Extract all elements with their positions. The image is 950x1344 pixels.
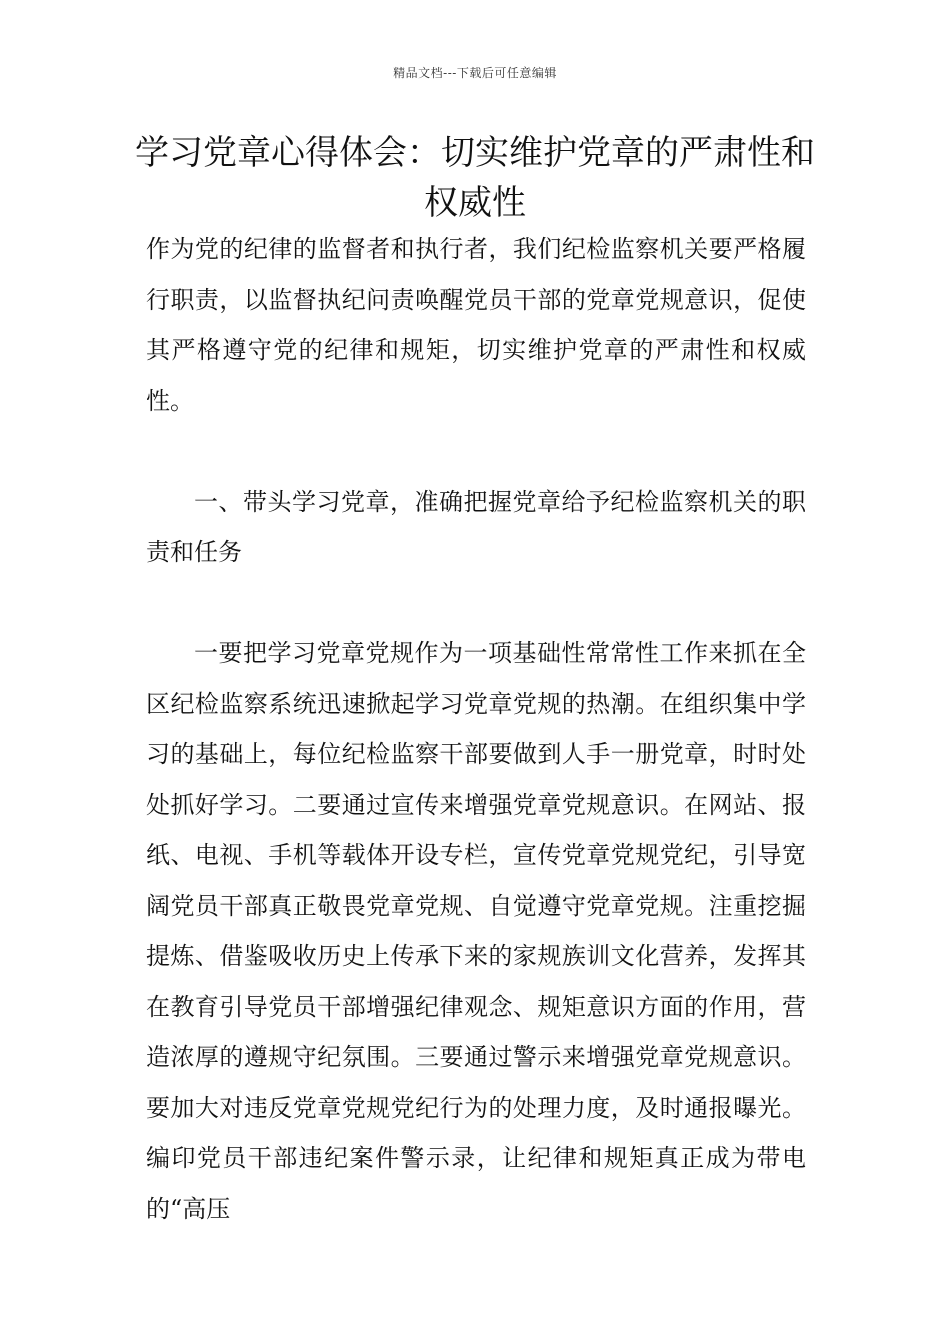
document-title: 学习党章心得体会：切实维护党章的严肃性和权威性: [135, 133, 815, 223]
section-1-heading: 一、带头学习党章，准确把握党章给予纪检监察机关的职责和任务: [146, 487, 806, 566]
intro-paragraph: 作为党的纪律的监督者和执行者，我们纪检监察机关要严格履行职责，以监督执纪问责唤醒党员干部的党章党规意识，促使其严格遵守党的纪律和规矩，切实维护党章的严肃性和权威性。: [146, 235, 806, 415]
paragraph-gap: [146, 426, 806, 477]
document-body: [146, 224, 806, 1234]
paragraph-gap: [146, 578, 806, 629]
header-note: 精品文档---下载后可任意编辑: [393, 66, 557, 80]
section-1-body: 一要把学习党章党规作为一项基础性常常性工作来抓在全区纪检监察系统迅速掀起学习党章党规的热潮。在组织集中学习的基础上，每位纪检监察干部要做到人手一册党章，时时处处抓好学习。二要通过宣传来增强党章党规意识。在网站、报纸、电视、手机等载体开设专栏，宣传党章党规党纪，引导宽阔党员干部真正敬畏党章党规、自觉遵守党章党规。注重挖掘提炼、借鉴吸收历史上传承下来的家规族训文化营养，发挥其在教育引导党员干部增强纪律观念、规矩意识方面的作用，营造浓厚的遵规守纪氛围。三要通过警示来增强党章党规意识。要加大对违反党章党规党纪行为的处理力度，及时通报曝光。编印党员干部违纪案件警示录，让纪律和规矩真正成为带电的“高压: [146, 639, 806, 1223]
